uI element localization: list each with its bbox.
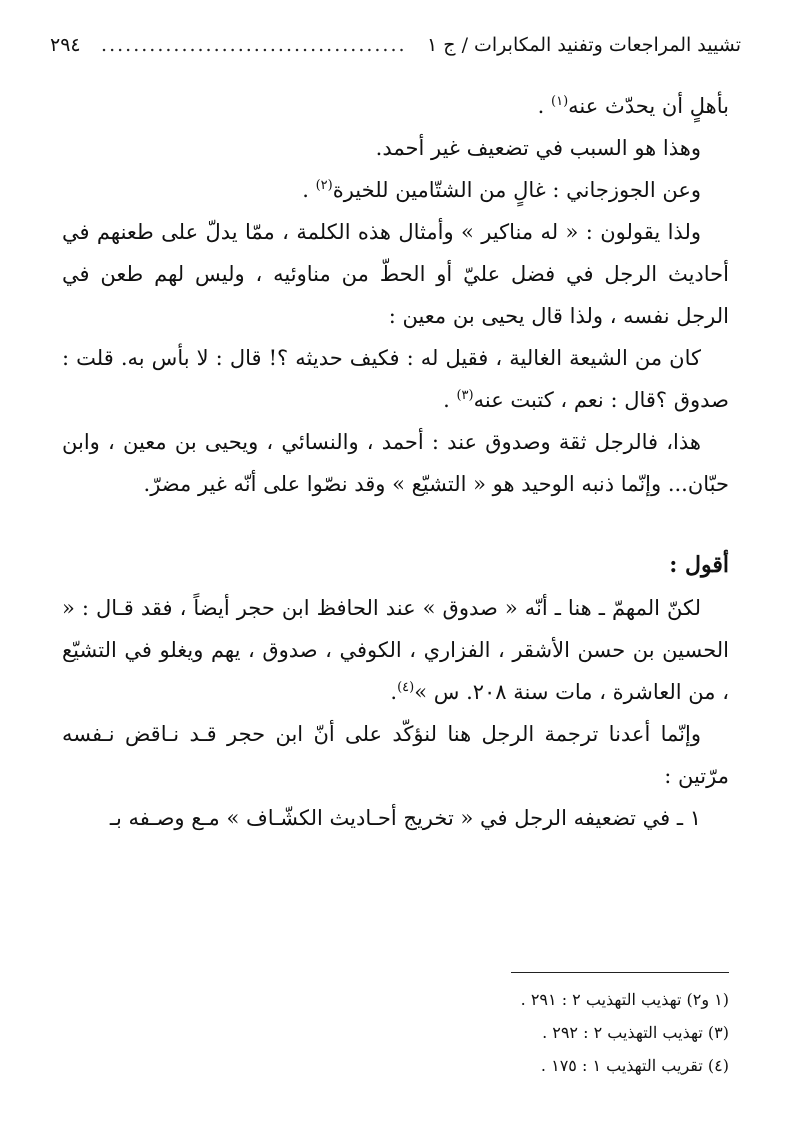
running-header <box>50 30 741 60</box>
quote-paragraph <box>62 337 729 421</box>
footnote-ref-3[interactable]: (٣) <box>456 388 474 403</box>
paragraph-7-tail: . <box>390 680 398 704</box>
paragraph-8: وإنّما أعدنا ترجمة الرجل هنا لنؤكّد على أنّ ابن حجر قـد نـاقض نـفسه مرّتين : <box>62 722 729 788</box>
paragraph-6: هذا، فالرجل ثقة وصدوق عند : أحمد ، والنسائي ، ويحيى بن معين ، وابن حبّان... وإنّما ذنبه الوحيد هو « التشيّع » وقد نصّوا على أنّه غير مضرّ. <box>62 430 729 496</box>
paragraph-3 <box>62 169 729 211</box>
footnote-separator <box>511 972 729 973</box>
footnote-ref-1[interactable]: (١) <box>551 94 569 109</box>
page-number: ٢٩٤ <box>50 34 81 56</box>
running-title: تشييد المراجعات وتفنيد المكابرات / ج ١ <box>427 34 741 56</box>
main-text <box>62 85 729 839</box>
footnotes <box>62 983 729 1082</box>
footnote-ref-4[interactable]: (٤) <box>397 680 415 695</box>
quote-text: كان من الشيعة الغالية ، فقيل له : فكيف حديثه ؟! قال : لا بأس به. قلت : صدوق ؟قال : نعم ، كتبت عنه <box>62 346 729 412</box>
section-heading: أقول : <box>669 552 729 578</box>
paragraph-7-text: لكنّ المهمّ ـ هنا ـ أنّه « صدوق » عند الحافظ ابن حجر أيضاً ، فقد قـال : « الحسين بن حسن الأشقر ، الفزاري ، الكوفي ، صدوق ، يهم ويغلو في التشيّع ، من العاشرة ، مات سنة ٢٠٨. س » <box>62 596 729 704</box>
paragraph-4: ولذا يقولون : « له مناكير » وأمثال هذه الكلمة ، ممّا يدلّ على طعنهم في أحاديث الرجل في فضل عليّ أو الحطّ من مناوئيه ، وليس لهم طعن في الرجل نفسه ، ولذا قال يحيى بن معين : <box>62 220 729 328</box>
paragraph-1-tail: . <box>537 94 552 118</box>
footnote-ref-2[interactable]: (٢) <box>315 178 333 193</box>
paragraph-1 <box>62 85 729 127</box>
paragraph-7 <box>62 587 729 713</box>
footnote-3: (٤) تقريب التهذيب ١ : ١٧٥ . <box>540 1056 729 1075</box>
paragraph-3-text: وعن الجوزجاني : غالٍ من الشتّامين للخيرة <box>332 178 701 202</box>
paragraph-3-tail: . <box>302 178 316 202</box>
paragraph-1-text: بأهلٍ أن يحدّث عنه <box>568 94 729 118</box>
footnote-2: (٣) تهذيب التهذيب ٢ : ٢٩٢ . <box>542 1023 729 1042</box>
section-gap <box>62 505 729 543</box>
paragraph-9: ١ ـ في تضعيفه الرجل في « تخريج أحـاديث الكشّـاف » مـع وصـفه بـ <box>109 806 701 830</box>
quote-tail: . <box>443 388 457 412</box>
paragraph-2: وهذا هو السبب في تضعيف غير أحمد. <box>375 136 701 160</box>
footnote-1: (١ و٢) تهذيب التهذيب ٢ : ٢٩١ . <box>520 990 729 1009</box>
leader-dots: ...................................... <box>101 34 407 56</box>
